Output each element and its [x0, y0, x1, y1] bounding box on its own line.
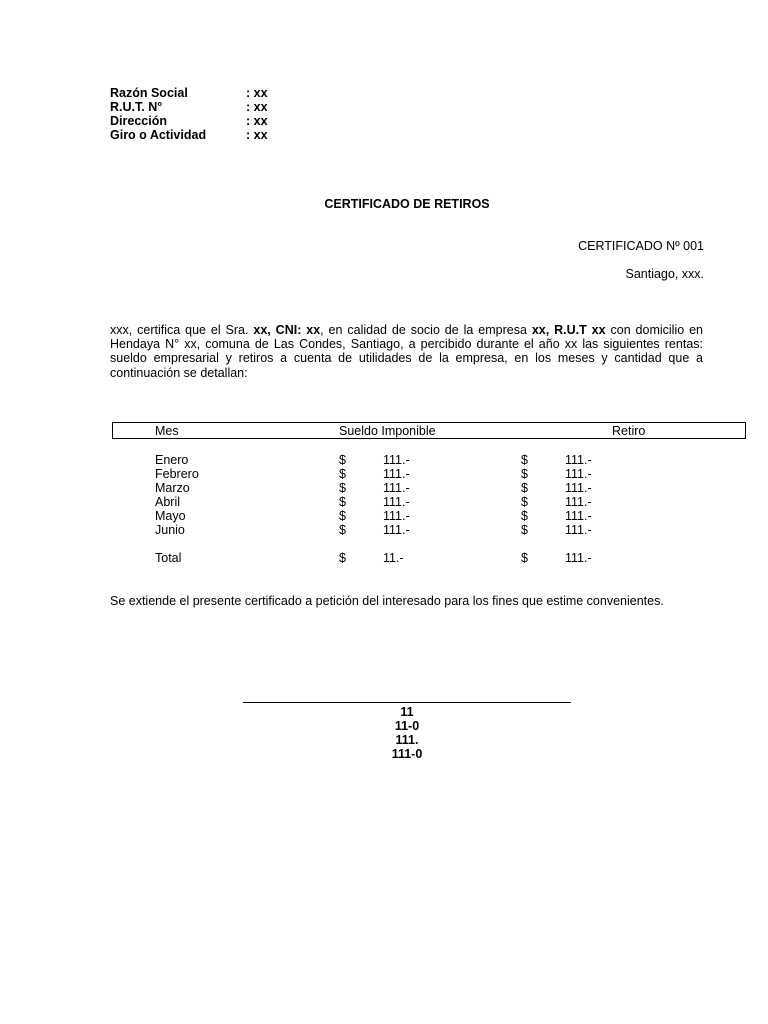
- table-row: [0, 481, 768, 495]
- signature-line: [243, 702, 571, 703]
- table-row: [0, 495, 768, 509]
- certificate-number: CERTIFICADO Nº 001: [578, 239, 704, 253]
- body-paragraph: [110, 323, 703, 380]
- signature-line-1: 11: [400, 705, 414, 719]
- cell-sueldo: 111.-: [383, 495, 410, 509]
- place-date: Santiago, xxx.: [625, 267, 704, 281]
- cell-currency: $: [339, 523, 346, 537]
- cell-currency: $: [521, 509, 528, 523]
- table-row: [0, 453, 768, 467]
- body-bold-text: xx, R.U.T xx: [531, 323, 606, 337]
- cell-currency: $: [521, 551, 528, 565]
- cell-mes: Enero: [155, 453, 189, 467]
- cell-currency: $: [339, 453, 346, 467]
- cell-currency: $: [339, 551, 346, 565]
- cell-mes: Junio: [155, 523, 185, 537]
- signature-line-2: 11-0: [394, 719, 420, 733]
- cell-total-label: Total: [155, 551, 182, 565]
- cell-currency: $: [521, 453, 528, 467]
- cell-mes: Marzo: [155, 481, 190, 495]
- field-label: R.U.T. N°: [110, 100, 163, 114]
- cell-sueldo: 111.-: [383, 481, 410, 495]
- field-value: : xx: [246, 114, 268, 128]
- body-text: , en calidad de socio de la empresa: [320, 323, 532, 337]
- cell-sueldo: 111.-: [383, 467, 410, 481]
- cell-sueldo: 111.-: [383, 509, 410, 523]
- field-label: Razón Social: [110, 86, 188, 100]
- cell-currency: $: [521, 523, 528, 537]
- field-value: : xx: [246, 128, 268, 142]
- column-header-retiro: Retiro: [612, 424, 646, 438]
- cell-mes: Abril: [155, 495, 181, 509]
- body-text: xxx, certifica que el Sra.: [110, 323, 254, 337]
- cell-currency: $: [339, 481, 346, 495]
- cell-retiro: 111.-: [565, 509, 592, 523]
- cell-total-sueldo: 11.-: [383, 551, 404, 565]
- field-label: Giro o Actividad: [110, 128, 207, 142]
- signature-line-4: 111-0: [391, 747, 423, 761]
- cell-total-retiro: 111.-: [565, 551, 592, 565]
- cell-currency: $: [521, 481, 528, 495]
- table-row: [0, 467, 768, 481]
- table-row: [0, 509, 768, 523]
- cell-retiro: 111.-: [565, 481, 592, 495]
- closing-statement: Se extiende el presente certificado a petición del interesado para los fines que estime convenientes.: [110, 594, 664, 608]
- cell-mes: Febrero: [155, 467, 199, 481]
- field-value: : xx: [246, 86, 268, 100]
- cell-currency: $: [339, 495, 346, 509]
- cell-retiro: 111.-: [565, 453, 592, 467]
- field-label: Dirección: [110, 114, 167, 128]
- cell-retiro: 111.-: [565, 523, 592, 537]
- table-row: [0, 523, 768, 537]
- column-header-sueldo: Sueldo Imponible: [339, 424, 436, 438]
- cell-currency: $: [339, 509, 346, 523]
- body-text: con domicilio en Hendaya N° xx, comuna de Las Condes, Santiago, a percibido durante el año xx las siguientes rentas: sueldo empresarial y retiros a cuenta de utilidades de la empresa, en los meses y cantidad que a continuación se detallan:: [110, 323, 704, 380]
- cell-currency: $: [521, 467, 528, 481]
- column-header-mes: Mes: [155, 424, 179, 438]
- cell-currency: $: [521, 495, 528, 509]
- cell-currency: $: [339, 467, 346, 481]
- field-value: : xx: [246, 100, 268, 114]
- signature-line-3: 111.: [395, 733, 419, 747]
- cell-sueldo: 111.-: [383, 523, 410, 537]
- cell-sueldo: 111.-: [383, 453, 410, 467]
- table-total-row: [0, 551, 768, 565]
- cell-retiro: 111.-: [565, 495, 592, 509]
- cell-retiro: 111.-: [565, 467, 592, 481]
- document-title: CERTIFICADO DE RETIROS: [324, 197, 490, 211]
- body-bold-text: xx, CNI: xx: [253, 323, 321, 337]
- cell-mes: Mayo: [155, 509, 186, 523]
